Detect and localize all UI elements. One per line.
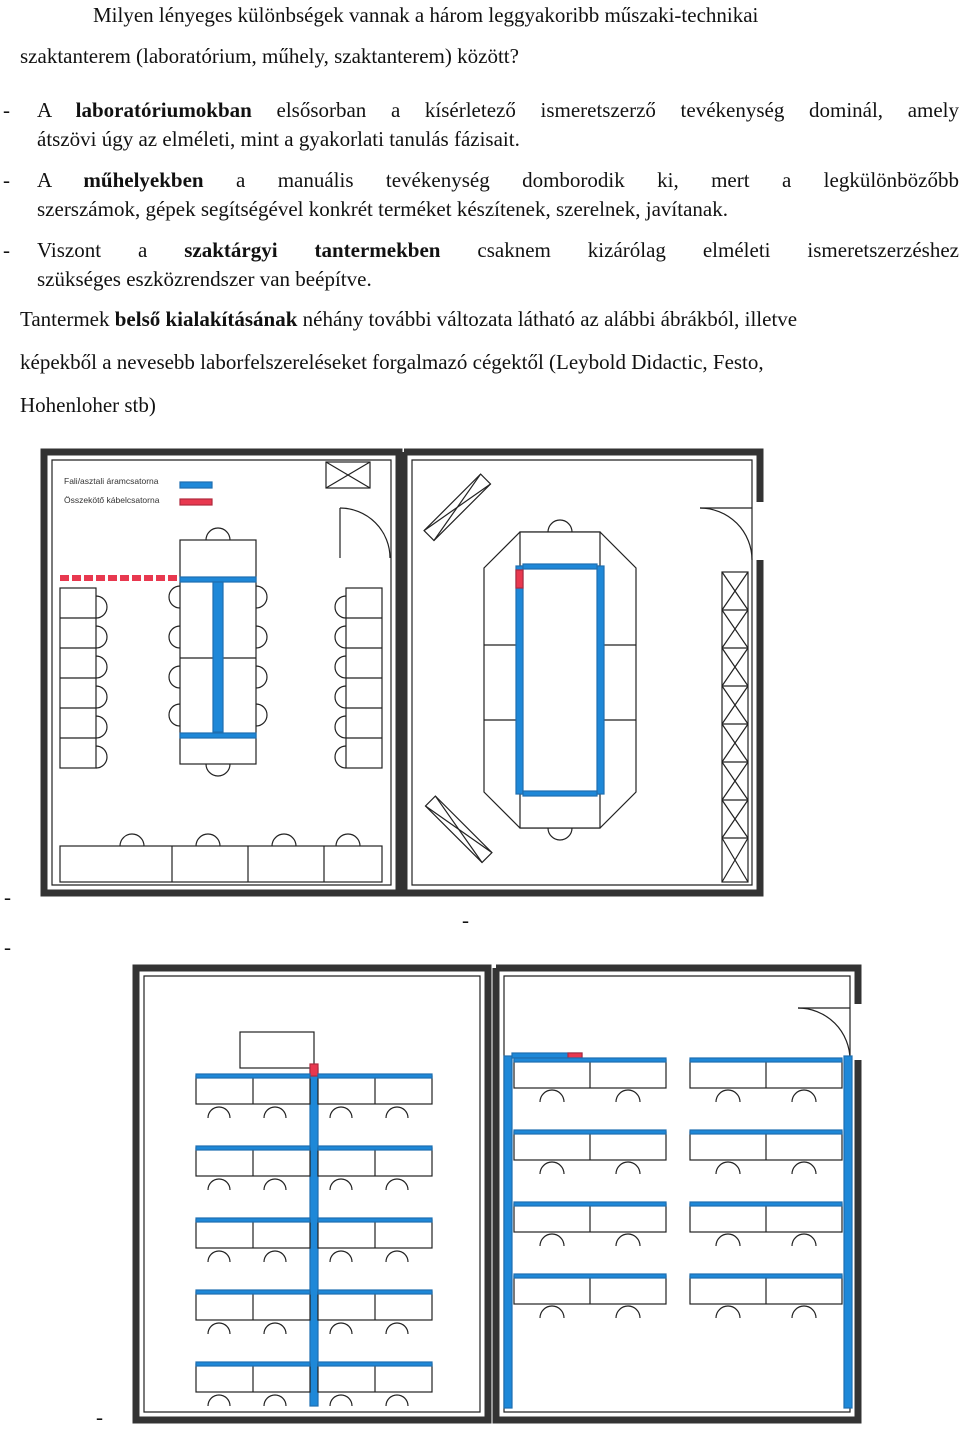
bold-term: belső kialakításának <box>114 307 298 331</box>
bullet-workshop-line-1 <box>37 167 959 193</box>
legend-item-2: Összekötő kábelcsatorna <box>64 495 160 505</box>
bullet-dash: - <box>3 98 10 122</box>
bold-term: műhelyekben <box>83 168 204 192</box>
bullet-laboratory-line-2: átszövi úgy az elméleti, mint a gyakorlati tanulás fázisait. <box>37 127 520 151</box>
plan-classroom-1 <box>136 968 488 1420</box>
plan-laboratory <box>44 452 399 893</box>
intro-line-2: szaktanterem (laboratórium, műhely, szaktanterem) között? <box>20 44 519 68</box>
bullet-dash: - <box>3 238 10 262</box>
bullet-classroom-line-2: szükséges eszközrendszer van beépítve. <box>37 267 372 291</box>
para-line-2: képekből a nevesebb laborfelszereléseket forgalmazó cégektől (Leybold Didactic, Festo, <box>20 350 764 374</box>
bullet-classroom-line-1 <box>37 237 959 263</box>
bullet-workshop-line-2: szerszámok, gépek segítségével konkrét terméket készítenek, szerelnek, javítanak. <box>37 197 728 221</box>
text: Tantermek <box>20 307 115 331</box>
bold-term: szaktárgyi tantermekben <box>184 238 441 262</box>
para-line-3: Hohenloher stb) <box>20 393 156 417</box>
legend-item-1: Fali/asztali áramcsatorna <box>64 476 159 486</box>
text: néhány további változata látható az alábbi ábrákból, illetve <box>297 307 798 331</box>
stray-dash: - <box>4 935 11 959</box>
stray-dash: - <box>462 908 469 932</box>
bullet-dash: - <box>3 168 10 192</box>
legend-swatch-red <box>180 499 212 505</box>
bold-term: laboratóriumokban <box>75 98 252 122</box>
para-line-1 <box>20 306 797 332</box>
text: A <box>37 98 76 122</box>
legend-swatch-blue <box>180 482 212 488</box>
text: elsősorban a kísérletező ismeretszerző tevékenység dominál, amely <box>251 98 960 122</box>
intro-line-1: Milyen lényeges különbségek vannak a három leggyakoribb műszaki-technikai <box>93 3 759 27</box>
plan-classroom-2 <box>496 968 858 1420</box>
stray-dash: - <box>96 1405 103 1429</box>
text: csaknem kizárólag elméleti ismeretszerzéshez <box>440 238 959 262</box>
text: A <box>37 168 84 192</box>
stray-dash: - <box>4 885 11 909</box>
text: a manuális tevékenység domborodik ki, mert a legkülönbözőbb <box>203 168 959 192</box>
plan-workshop <box>404 452 760 893</box>
text: Viszont a <box>37 238 185 262</box>
bullet-laboratory-line-1 <box>37 97 959 123</box>
floor-plan-figures <box>0 440 960 1427</box>
